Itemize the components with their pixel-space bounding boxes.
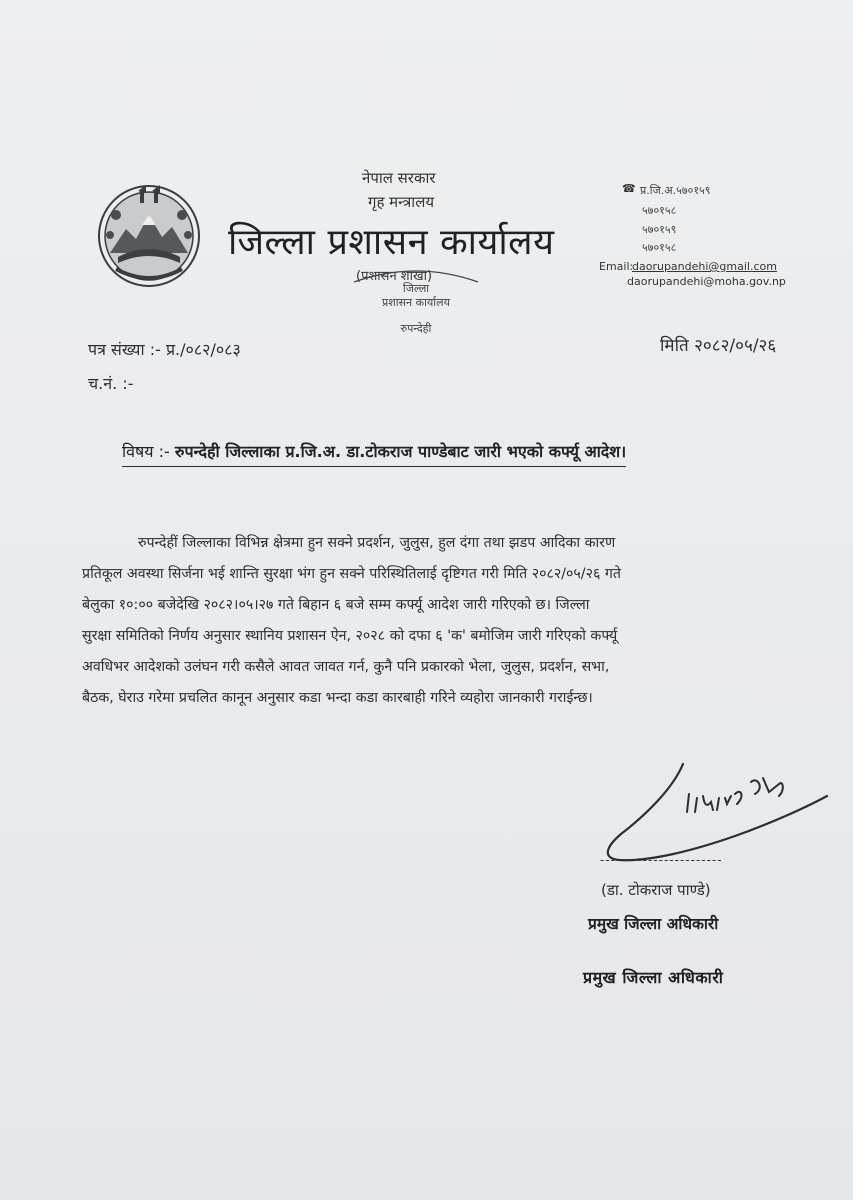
letter-body xyxy=(82,528,782,714)
email-label: Email: xyxy=(599,260,634,273)
email-link[interactable]: daorupandehi@gmail.com xyxy=(632,260,777,273)
body-line: बेलुका १०:०० बजेदेखि २०८२।०५।२७ गते बिहान ६ बजे सम्म कर्फ्यू आदेश जारी गरिएको छ। जिल्ला xyxy=(82,597,590,613)
phone-number: ५७०१५९ xyxy=(642,223,677,236)
body-line: रुपन्देहीं जिल्लाका विभिन्न क्षेत्रमा हुन सक्ने प्रदर्शन, जुलुस, हुल दंगा तथा झडप आदिका कारण xyxy=(138,535,616,551)
nepal-government-emblem-icon xyxy=(96,183,202,289)
phone-number: ५७०१५८ xyxy=(642,204,677,217)
section-name: (प्रशासन शाखा) xyxy=(356,269,433,284)
email-link[interactable]: daorupandehi@moha.gov.np xyxy=(627,275,786,288)
body-line: अवधिभर आदेशको उलंघन गरी कसैले आवत जावत गर्न, कुनै पनि प्रकारको भेला, जुलुस, प्रदर्शन, सभा, xyxy=(82,659,610,675)
office-stamp xyxy=(348,258,484,340)
body-line: प्रतिकूल अवस्था सिर्जना भई शान्ति सुरक्षा भंग हुन सक्ने परिस्थितिलाई दृष्टिगत गरी मिति २०८२/०५/२६ गते xyxy=(82,566,621,582)
signatory-name: (डा. टोकराज पाण्डे) xyxy=(601,881,711,899)
body-line: सुरक्षा समितिको निर्णय अनुसार स्थानिय प्रशासन ऐन, २०२८ को दफा ६ 'क' बमोजिम जारी गरिएको कर्फ्यू xyxy=(82,628,618,644)
stamp-line: जिल्ला xyxy=(402,282,430,295)
ministry-name: गृह मन्त्रालय xyxy=(368,193,435,211)
signature-line: ----------------------- xyxy=(600,853,723,867)
designation-stamp: प्रमुख जिल्ला अधिकारी xyxy=(583,968,724,987)
subject-line xyxy=(122,440,626,467)
reference-number: पत्र संख्या :- प्र./०८२/०८३ xyxy=(88,340,241,359)
signatory-title: प्रमुख जिल्ला अधिकारी xyxy=(588,915,719,933)
telephone-icon: ☎ xyxy=(622,182,636,195)
phone-number: प्र.जि.अ.५७०१५९ xyxy=(640,184,711,197)
dispatch-number: च.नं. :- xyxy=(88,374,134,393)
subject-label: विषय :- xyxy=(122,442,170,461)
letter-date: मिति २०८२/०५/२६ xyxy=(660,336,777,356)
phone-number: ५७०१५८ xyxy=(642,241,677,254)
subject-text: रुपन्देही जिल्लाका प्र.जि.अ. डा.टोकराज पाण्डेबाट जारी भएको कर्फ्यू आदेश। xyxy=(174,442,627,461)
office-title: जिल्ला प्रशासन कार्यालय xyxy=(228,222,555,263)
stamp-line: प्रशासन कार्यालय xyxy=(382,296,450,309)
government-name: नेपाल सरकार xyxy=(362,169,436,187)
body-line: बैठक, घेराउ गरेमा प्रचलित कानून अनुसार कडा भन्दा कडा कारबाही गरिने व्यहोरा जानकारी गराईन्छ। xyxy=(82,690,593,706)
stamp-line: रुपन्देही xyxy=(400,322,432,335)
